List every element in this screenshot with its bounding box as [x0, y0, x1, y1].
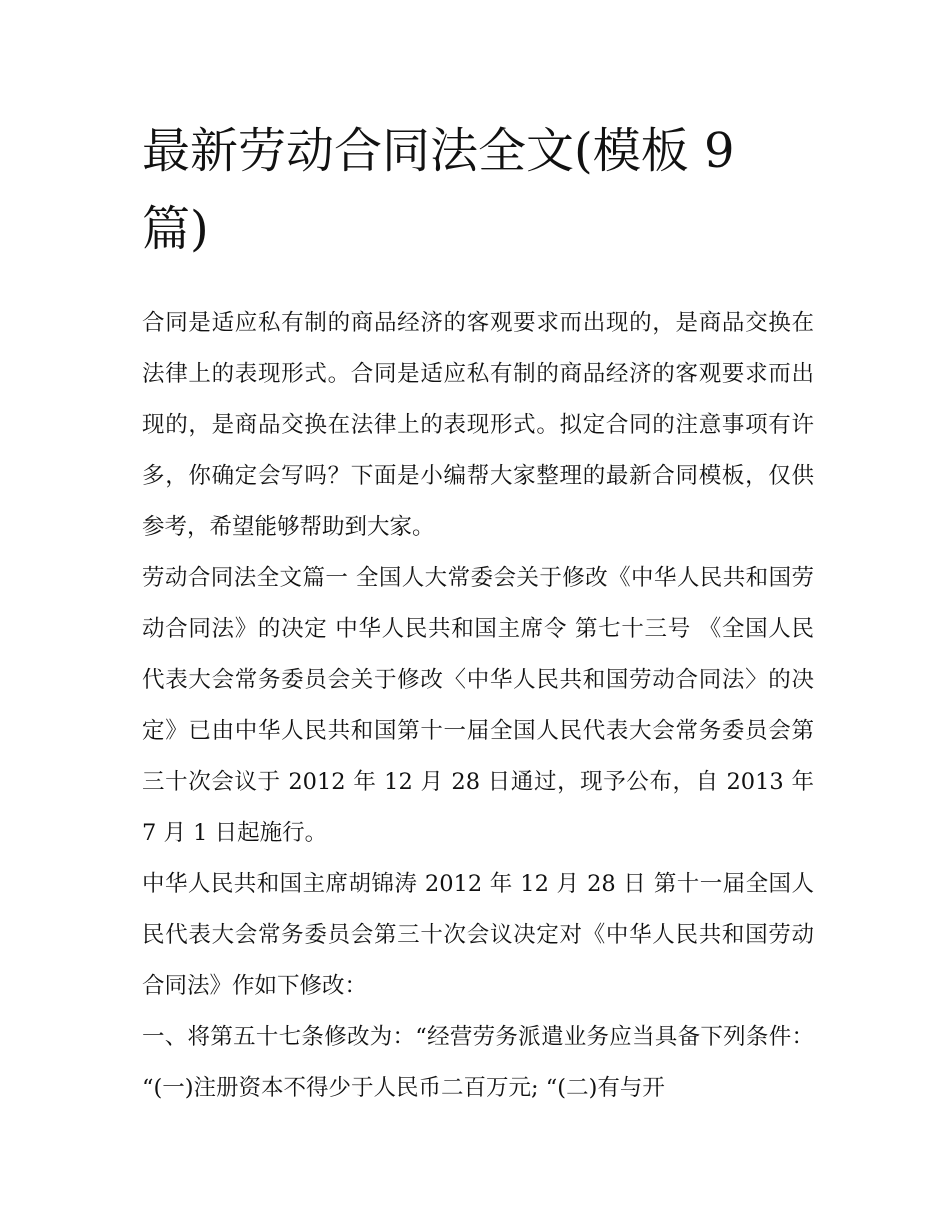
document-content — [142, 112, 814, 1114]
paragraph-decision: 劳动合同法全文篇一 全国人大常委会关于修改《中华人民共和国劳动合同法》的决定 中华人民共和国主席令 第七十三号 《全国人民代表大会常务委员会关于修改〈中华人民共和国劳动合同法〉的决定》已由中华人民共和国第十一届全国人民代表大会常务委员会第三十次会议于 2012 年 12 月 28 日通过，现予公布，自 2013 年 7 月 1 日起施行。 — [142, 565, 814, 846]
paragraph-article-57: 一、将第五十七条修改为：“经营劳务派遣业务应当具备下列条件： “(一)注册资本不得少于人民币二百万元; “(二)有与开 — [142, 1024, 814, 1101]
paragraph-intro: 合同是适应私有制的商品经济的客观要求而出现的，是商品交换在法律上的表现形式。合同是适应私有制的商品经济的客观要求而出现的，是商品交换在法律上的表现形式。拟定合同的注意事项有许多，你确定会写吗？下面是小编帮大家整理的最新合同模板，仅供参考，希望能够帮助到大家。 — [142, 310, 814, 540]
document-title: 最新劳动合同法全文(模板 9 篇) — [142, 123, 735, 257]
document-body — [142, 298, 814, 1114]
paragraph-president: 中华人民共和国主席胡锦涛 2012 年 12 月 28 日 第十一届全国人民代表大会常务委员会第三十次会议决定对《中华人民共和国劳动合同法》作如下修改： — [142, 871, 814, 999]
